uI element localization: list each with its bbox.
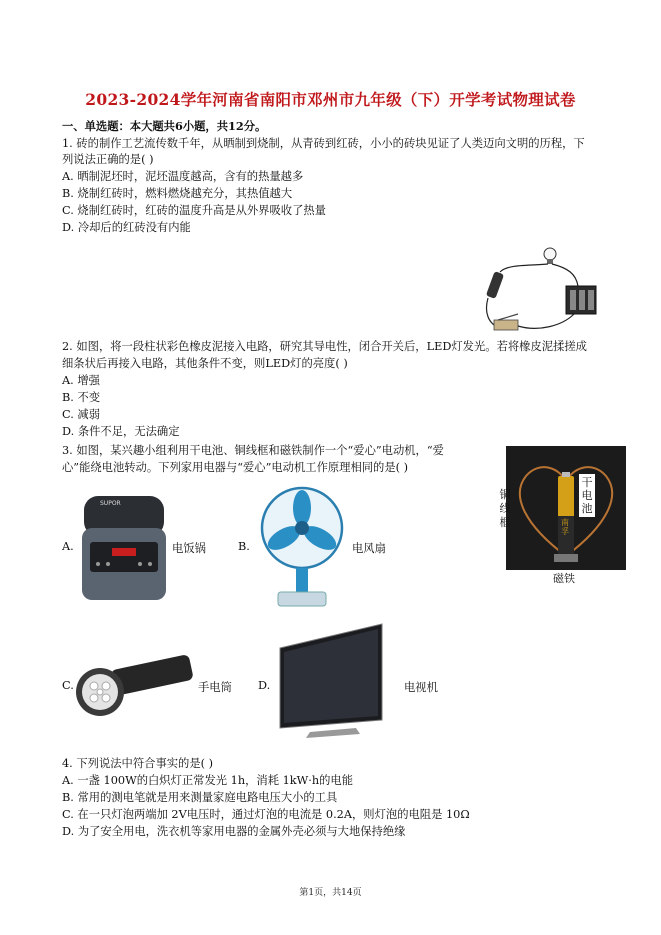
q4-option-b: B. 常用的测电笔就是用来测量家庭电路电压大小的工具 [62,791,338,804]
q2-option-c: C. 减弱 [62,408,101,421]
q1-stem-line2: 列说法正确的是( ) [62,153,154,166]
circuit-figure [478,242,606,338]
q2-option-b: B. 不变 [62,391,101,404]
flashlight-image [74,640,198,724]
q3-option-c-name: 手电筒 [198,681,232,694]
q4-option-a: A. 一盏 100W的白炽灯正常发光 1h，消耗 1kW·h的电能 [62,774,354,787]
copper-frame-label: 铜线框 [499,488,511,529]
q1-option-b: B. 烧制红砖时，燃料燃烧越充分，其热值越大 [62,187,293,200]
q3-option-a-name: 电饭锅 [172,542,206,555]
q2-option-a: A. 增强 [62,374,100,387]
q3-option-b-name: 电风扇 [352,542,386,555]
electric-fan-image [254,484,350,612]
rice-cooker-image [78,488,170,608]
q3-option-c-letter: C. [62,679,74,692]
q2-option-d: D. 条件不足，无法确定 [62,425,180,438]
q1-option-a: A. 晒制泥坯时，泥坯温度越高，含有的热量越多 [62,170,304,183]
battery-brand: 南孚 [561,518,569,536]
page-title: 2023-2024学年河南省南阳市邓州市九年级（下）开学考试物理试卷 [85,90,576,109]
television-image [276,620,386,744]
q3-option-b-letter: B. [238,540,250,553]
q1-option-d: D. 冷却后的红砖没有内能 [62,221,191,234]
q2-stem-line1: 2. 如图，将一段柱状彩色橡皮泥接入电路，研究其导电性，闭合开关后，LED灯发光。若将橡皮泥揉搓成 [62,340,587,353]
q1-option-c: C. 烧制红砖时，红砖的温度升高是从外界吸收了热量 [62,204,326,217]
q2-stem-line2: 细条状后再接入电路，其他条件不变，则LED灯的亮度( ) [62,357,348,370]
q3-option-d-letter: D. [258,679,271,692]
magnet-label: 磁铁 [553,572,575,585]
q4-option-c: C. 在一只灯泡两端加 2V电压时，通过灯泡的电流是 0.2A，则灯泡的电阻是 10Ω [62,808,470,821]
q3-option-d-name: 电视机 [404,681,438,694]
q3-stem-line1: 3. 如图，某兴趣小组利用干电池、铜线框和磁铁制作一个“爱心”电动机，“爱 [62,444,444,457]
cooker-brand: SUPOR [100,500,121,507]
q3-option-a-letter: A. [62,540,74,553]
q4-option-d: D. 为了安全用电，洗衣机等家用电器的金属外壳必须与大地保持绝缘 [62,825,406,838]
section-heading: 一、单选题：本大题共6小题，共12分。 [62,119,267,133]
battery-label: 干电池 [579,474,595,517]
q4-stem: 4. 下列说法中符合事实的是( ) [62,757,214,770]
q1-stem-line1: 1. 砖的制作工艺流传数千年，从晒制到烧制，从青砖到红砖，小小的砖块见证了人类迈向文明的历程，下 [62,137,585,150]
heart-motor-photo [506,446,626,570]
page-footer: 第1页，共14页 [299,888,362,898]
q3-stem-line2: 心”能绕电池转动。下列家用电器与“爱心”电动机工作原理相同的是( ) [62,461,409,474]
